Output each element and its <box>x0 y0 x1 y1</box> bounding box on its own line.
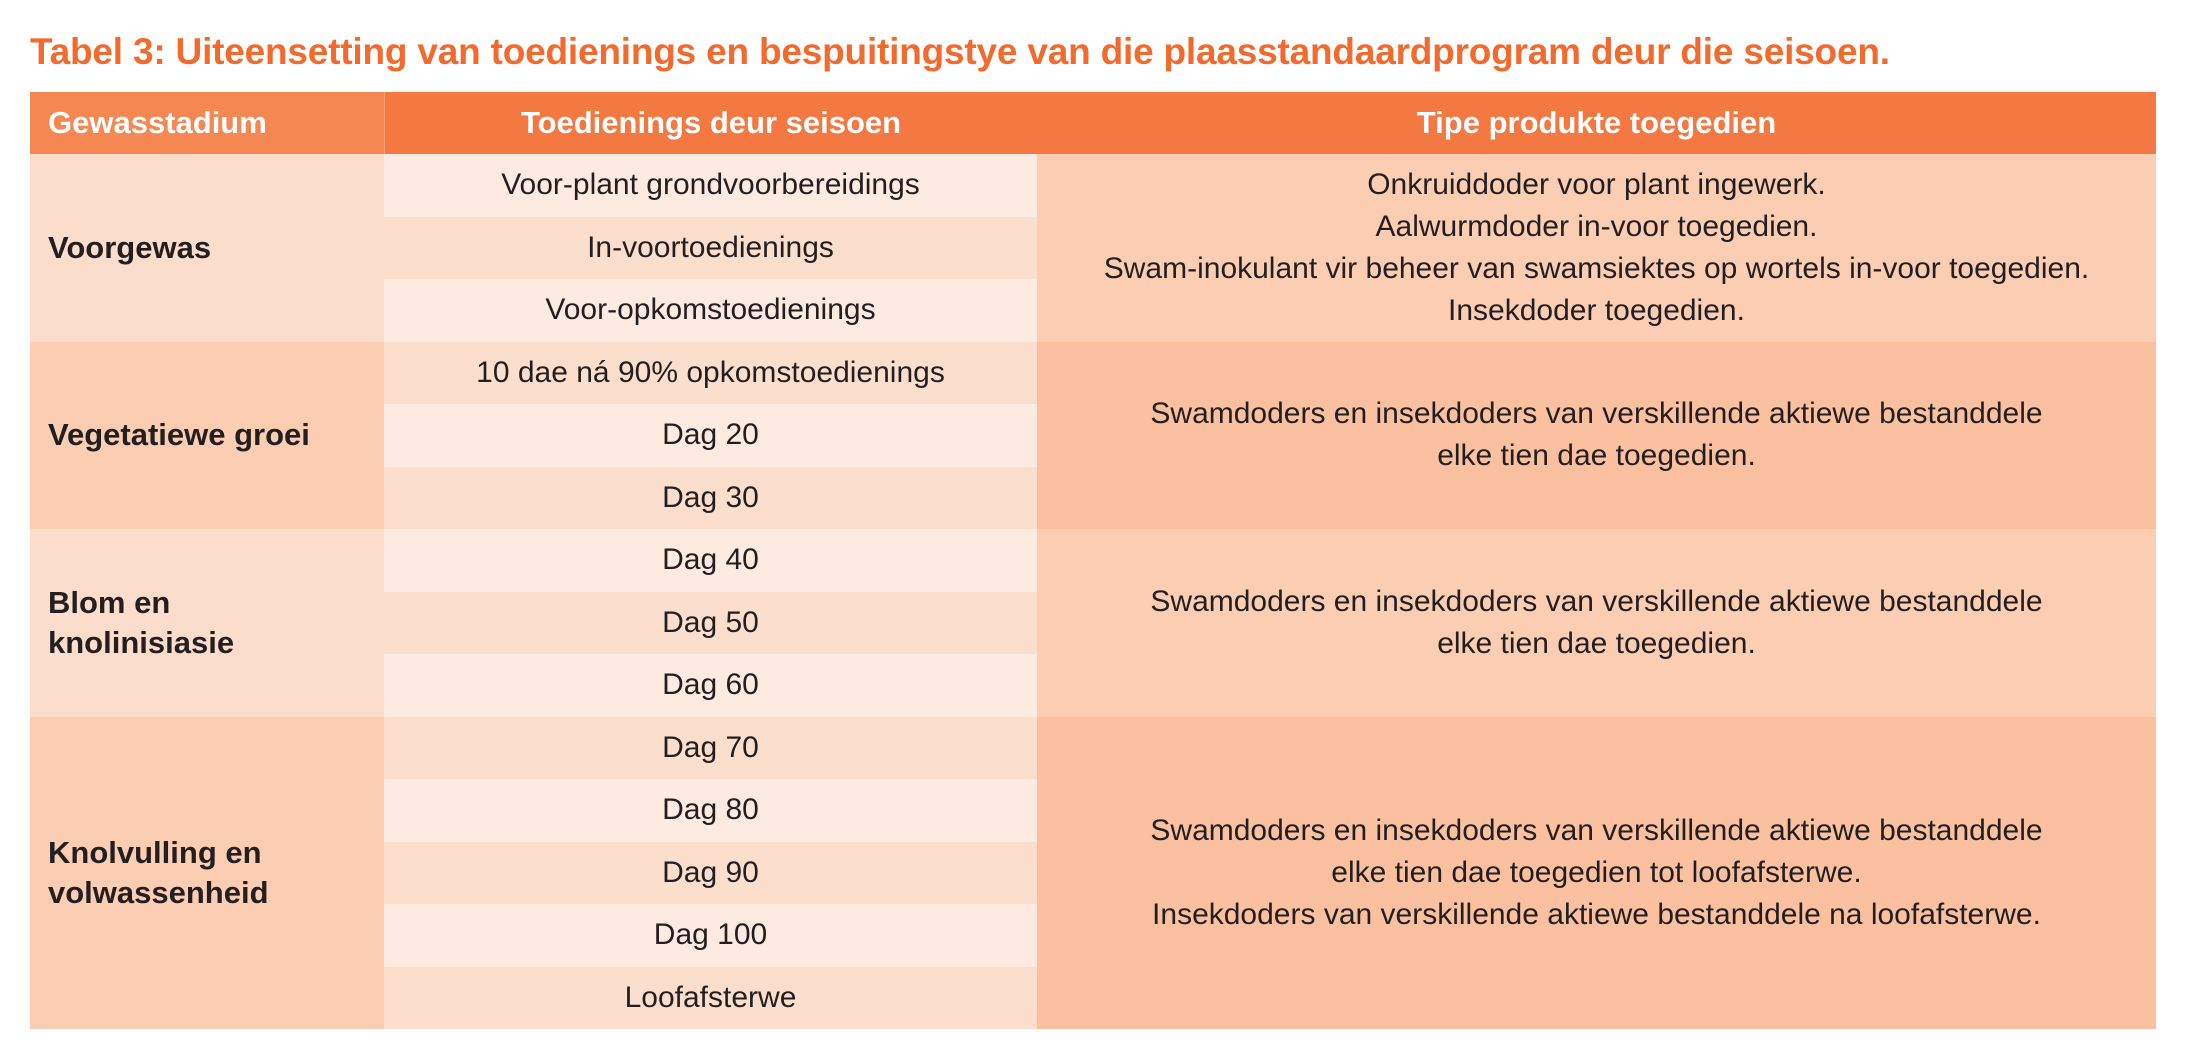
application-cell: Dag 40 <box>384 529 1037 592</box>
stage-label: Blom en <box>48 584 171 620</box>
application-cell: Dag 50 <box>384 592 1037 655</box>
products-line: elke tien dae toegedien tot loofafsterwe. <box>1331 855 1862 889</box>
application-cell: 10 dae ná 90% opkomstoedienings <box>384 342 1037 405</box>
table-title: Tabel 3: Uiteensetting van toedienings en bespuitingstye van die plaasstandaardprogram deur die seisoen. <box>30 31 1890 72</box>
application-cell: Dag 100 <box>384 904 1037 967</box>
products-cell <box>1037 529 2156 717</box>
header-gewasstadium: Gewasstadium <box>30 92 384 154</box>
stage-cell <box>30 154 384 342</box>
stage-label: Voorgewas <box>48 229 212 265</box>
products-line: Swam-inokulant vir beheer van swamsiektes op wortels in-voor toegedien. <box>1103 251 2090 285</box>
products-line: elke tien dae toegedien. <box>1437 626 1756 660</box>
products-line: Onkruiddoder voor plant ingewerk. <box>1367 167 1826 201</box>
stage-label: knolinisiasie <box>48 624 235 660</box>
application-cell: Dag 30 <box>384 467 1037 530</box>
products-line: Insekdoders van verskillende aktiewe bestanddele na loofafsterwe. <box>1152 897 2041 931</box>
stage-label: Vegetatiewe groei <box>48 417 310 453</box>
products-line: Aalwurmdoder in-voor toegedien. <box>1375 209 1818 243</box>
application-cell: In-voortoedienings <box>384 217 1037 280</box>
application-schedule-table <box>30 92 2156 1029</box>
application-cell: Dag 70 <box>384 717 1037 780</box>
products-cell <box>1037 154 2156 342</box>
stage-label: volwassenheid <box>48 874 269 910</box>
stage-cell <box>30 717 384 1030</box>
stage-label: Knolvulling en <box>48 834 262 870</box>
products-cell <box>1037 342 2156 530</box>
stage-cell <box>30 529 384 717</box>
application-cell: Dag 80 <box>384 779 1037 842</box>
application-cell: Loofafsterwe <box>384 967 1037 1030</box>
application-cell: Dag 90 <box>384 842 1037 905</box>
application-cell: Dag 20 <box>384 404 1037 467</box>
products-line: elke tien dae toegedien. <box>1437 439 1756 473</box>
header-tipe-produkte: Tipe produkte toegedien <box>1037 92 2156 154</box>
application-cell: Dag 60 <box>384 654 1037 717</box>
header-toedienings: Toedienings deur seisoen <box>384 92 1037 154</box>
products-line: Swamdoders en insekdoders van verskillende aktiewe bestanddele <box>1150 397 2043 431</box>
products-line: Insekdoder toegedien. <box>1448 293 1745 327</box>
stage-cell <box>30 342 384 530</box>
application-cell: Voor-plant grondvoorbereidings <box>384 154 1037 217</box>
application-cell: Voor-opkomstoedienings <box>384 279 1037 342</box>
products-line: Swamdoders en insekdoders van verskillende aktiewe bestanddele <box>1150 813 2043 847</box>
products-cell <box>1037 717 2156 1030</box>
products-line: Swamdoders en insekdoders van verskillende aktiewe bestanddele <box>1150 584 2043 618</box>
